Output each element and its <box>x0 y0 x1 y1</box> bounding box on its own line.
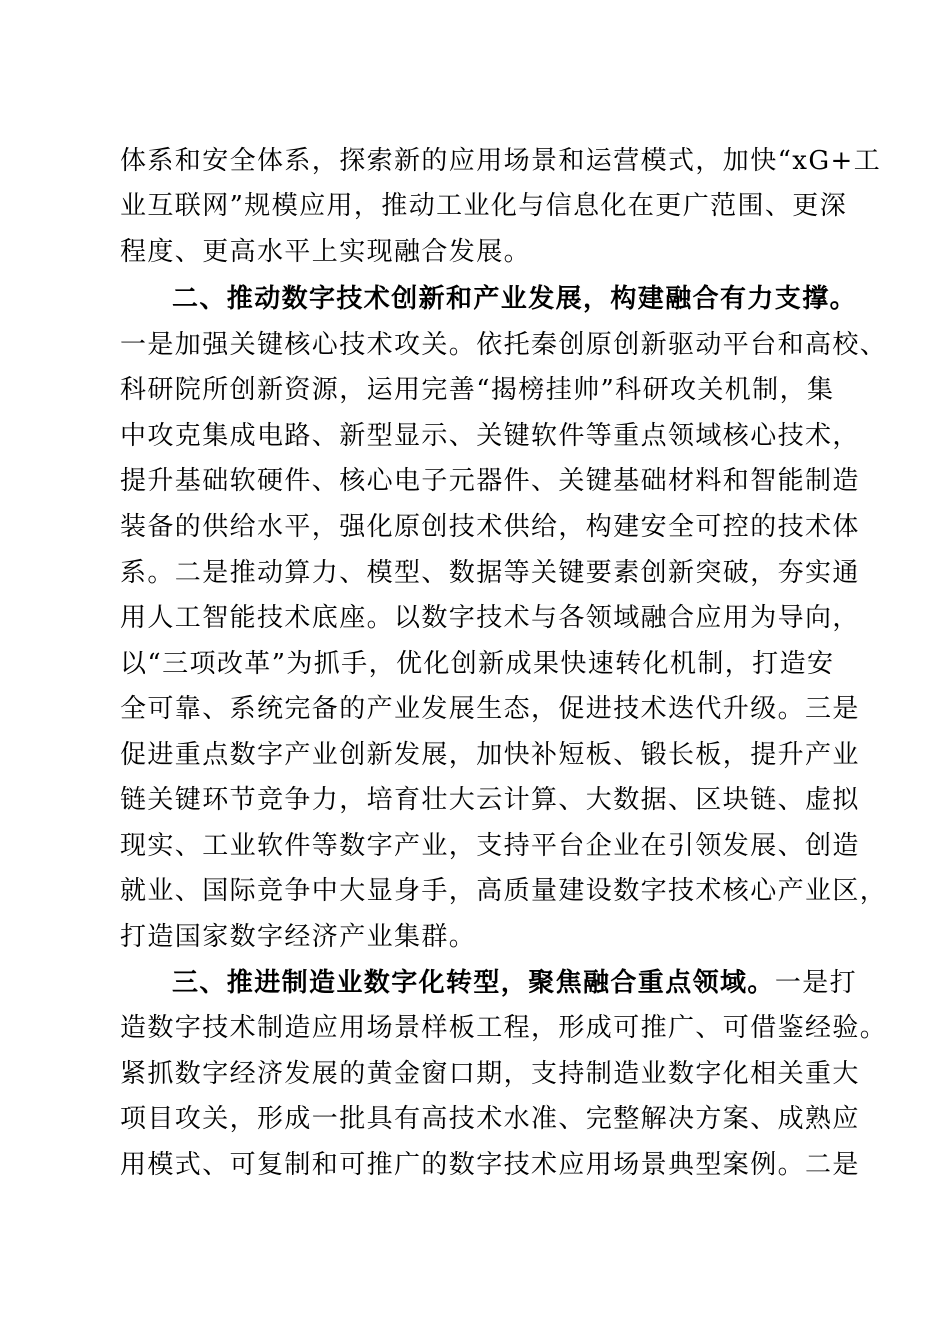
text-line: 中攻克集成电路、新型显示、关键软件等重点领域核心技术， <box>120 421 860 451</box>
text-line: 促进重点数字产业创新发展，加快补短板、锻长板，提升产业 <box>120 740 860 770</box>
text-line: 业互联网”规模应用，推动工业化与信息化在更广范围、更深 <box>120 191 848 221</box>
text-line: 紧抓数字经济发展的黄金窗口期，支持制造业数字化相关重大 <box>120 1059 860 1089</box>
text-line: 就业、国际竞争中大显身手，高质量建设数字技术核心产业区， <box>120 876 888 906</box>
text-run: 一是打 <box>774 968 858 998</box>
text-line: 系。二是推动算力、模型、数据等关键要素创新突破，夯实通 <box>120 558 860 588</box>
text-line: 现实、工业软件等数字产业，支持平台企业在引领发展、创造 <box>120 831 860 861</box>
text-line: 用模式、可复制和可推广的数字技术应用场景典型案例。二是 <box>120 1150 860 1180</box>
text-line: 以“三项改革”为抓手，优化创新成果快速转化机制，打造安 <box>120 649 835 679</box>
text-line: 装备的供给水平，强化原创技术供给，构建安全可控的技术体 <box>120 512 860 542</box>
text-line: 打造国家数字经济产业集群。 <box>120 922 477 952</box>
text-line: 程度、更高水平上实现融合发展。 <box>120 237 532 267</box>
text-line: 科研院所创新资源，运用完善“揭榜挂帅”科研攻关机制，集 <box>120 375 835 405</box>
section-heading-3: 三、推进制造业数字化转型，聚焦融合重点领域。 <box>172 968 775 998</box>
text-line: 用人工智能技术底座。以数字技术与各领域融合应用为导向， <box>120 603 860 633</box>
text-line: 链关键环节竞争力，培育壮大云计算、大数据、区块链、虚拟 <box>120 785 860 815</box>
text-line: 一是加强关键核心技术攻关。依托秦创原创新驱动平台和高校、 <box>120 330 888 360</box>
text-line: 全可靠、系统完备的产业发展生态，促进技术迭代升级。三是 <box>120 694 860 724</box>
section-heading-2: 二、推动数字技术创新和产业发展，构建融合有力支撑。 <box>172 284 858 314</box>
text-line: 体系和安全体系，探索新的应用场景和运营模式，加快“xG+工 <box>120 146 882 176</box>
text-line: 造数字技术制造应用场景样板工程，形成可推广、可借鉴经验。 <box>120 1013 888 1043</box>
text-line: 提升基础软硬件、核心电子元器件、关键基础材料和智能制造 <box>120 466 860 496</box>
text-line: 项目攻关，形成一批具有高技术水准、完整解决方案、成熟应 <box>120 1104 860 1134</box>
section-heading-3-line <box>172 963 858 1003</box>
